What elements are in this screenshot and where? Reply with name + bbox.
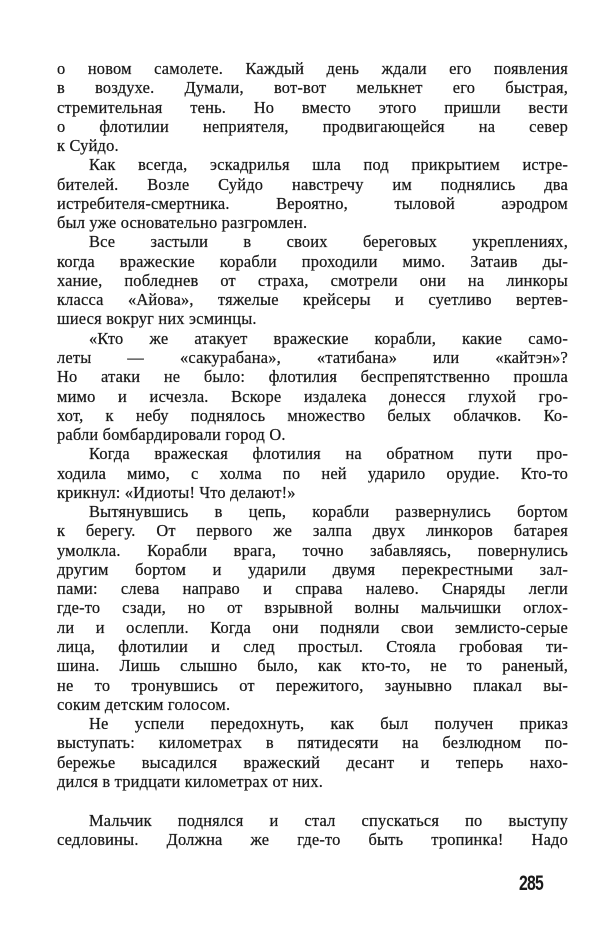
paragraph [57, 232, 568, 328]
text-line: когда вражеские корабли проходили мимо. Затаив ды- [57, 251, 568, 271]
text-line: шина. Лишь слышно было, как кто-то, не то раненый, [57, 656, 568, 676]
page-number: 285 [519, 872, 544, 895]
text-line: Вытянувшись в цепь, корабли развернулись бортом [89, 502, 568, 522]
text-line: о новом самолете. Каждый день ждали его появления [57, 59, 568, 78]
text-line: рабли бомбардировали город О. [57, 425, 286, 445]
paragraph [57, 502, 568, 714]
text-line: Мальчик поднялся и стал спускаться по выступу [89, 810, 568, 830]
text-line: о флотилии неприятеля, продвигающейся на север [57, 116, 568, 136]
text-line: к берегу. От первого же залпа двух линкоров батарея [57, 521, 568, 541]
paragraph [57, 811, 568, 850]
text-line: умолкла. Корабли врага, точно забавляясь, повернулись [57, 540, 568, 560]
text-line: ходила мимо, с холма по ней ударило орудие. Кто-то [57, 463, 568, 483]
text-line: крикнул: «Идиоты! Что делают!» [57, 482, 296, 502]
text-line: шиеся вокруг них эсминцы. [57, 309, 257, 329]
text-line: леты — «сакурабана», «татибана» или «кайтэн»? [57, 347, 568, 367]
text-line: мимо и исчезла. Вскоре издалека донесся глухой гро- [57, 386, 568, 406]
text-line: седловины. Должна же где-то быть тропинка! Надо [57, 829, 568, 849]
text-line: выступать: километрах в пятидесяти на безлюдном по- [57, 733, 568, 753]
text-line: «Кто же атакует вражеские корабли, какие само- [89, 328, 568, 348]
text-line: Как всегда, эскадрилья шла под прикрытием истре- [89, 155, 568, 175]
text-line: Не успели передохнуть, как был получен приказ [89, 714, 568, 734]
text-line: соким детским голосом. [57, 694, 231, 714]
text-line: дился в тридцати километрах от них. [57, 771, 324, 791]
text-line: бителей. Возле Суйдо навстречу им поднялись два [57, 174, 568, 194]
text-line: где-то сзади, но от взрывной волны мальчишки оглох- [57, 598, 568, 618]
text-line: хание, побледнев от страха, смотрели они на линкоры [57, 270, 568, 290]
text-line: к Суйдо. [57, 136, 119, 156]
text-line: ли и ослепли. Когда они подняли свои землисто-серые [57, 617, 568, 637]
text-line: другим бортом и ударили двумя перекрестными зал- [57, 559, 568, 579]
paragraph [57, 714, 568, 791]
text-line: Когда вражеская флотилия на обратном пути про- [89, 444, 568, 464]
text-line: пами: слева направо и справа налево. Снаряды легли [57, 579, 568, 599]
paragraph [57, 59, 568, 155]
text-line: лица, флотилии и след простыл. Стояла гробовая ти- [57, 636, 568, 656]
paragraph [57, 329, 568, 445]
paragraph [57, 444, 568, 502]
text-line: был уже основательно разгромлен. [57, 213, 308, 233]
text-line: стремительная тень. Но вместо этого пришли вести [57, 97, 568, 117]
text-line: в воздухе. Думали, вот-вот мелькнет его быстрая, [57, 78, 568, 98]
text-line: бережье высадился вражеский десант и теперь нахо- [57, 752, 568, 772]
text-line: хот, к небу поднялось множество белых облачков. Ко- [57, 405, 568, 425]
text-line: Но атаки не было: флотилия беспрепятственно прошла [57, 367, 568, 387]
text-line: Все застыли в своих береговых укреплениях, [89, 232, 568, 252]
section-break [57, 791, 568, 811]
text-line: класса «Айова», тяжелые крейсеры и суетливо вертев- [57, 290, 568, 310]
page-body-text [57, 59, 568, 849]
paragraph [57, 155, 568, 232]
text-line: не то тронувшись от пережитого, заунывно плакал вы- [57, 675, 568, 695]
text-line: истребителя-смертника. Вероятно, тыловой аэродром [57, 193, 568, 213]
